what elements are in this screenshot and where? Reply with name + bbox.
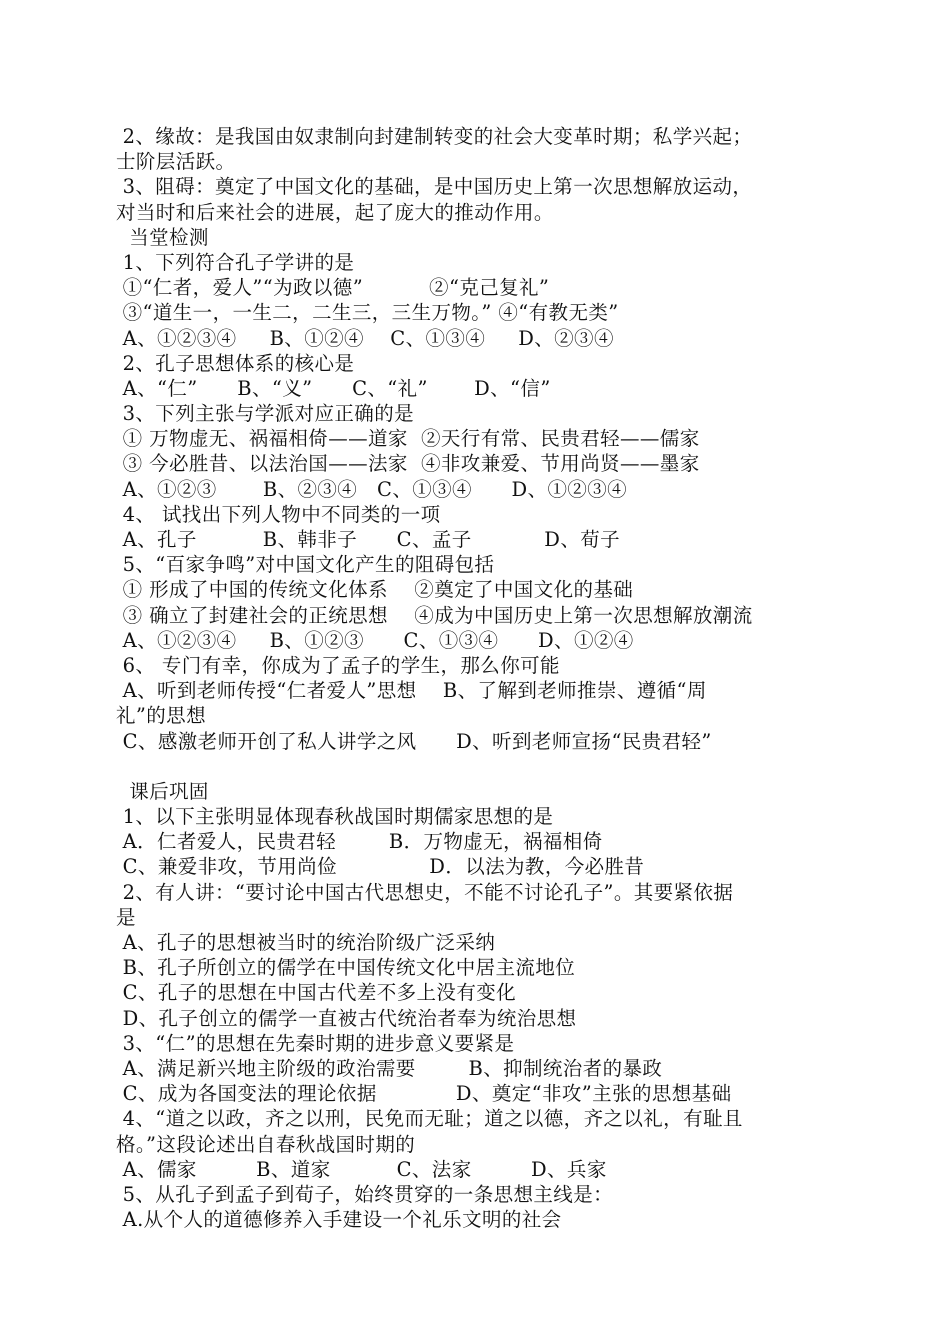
question-stem: 是 xyxy=(116,905,136,929)
answer-options: A、满足新兴地主阶级的政治需要 B、抑制统治者的暴政 xyxy=(116,1056,663,1080)
document-page xyxy=(116,124,836,1232)
text-line: 对当时和后来社会的进展，起了庞大的推动作用。 xyxy=(116,200,554,224)
question-stem: 1、以下主张明显体现春秋战国时期儒家思想的是 xyxy=(116,805,554,829)
answer-option: C、孔子的思想在中国古代差不多上没有变化 xyxy=(116,981,517,1005)
blank-line xyxy=(116,754,836,779)
question-statement: ①“仁者，爱人”“为政以德” ②“克己复礼” xyxy=(116,276,550,300)
answer-options: A、①②③④ B、①②③ C、①③④ D、①②④ xyxy=(116,628,634,652)
answer-option: A.从个人的道德修养入手建设一个礼乐文明的社会 xyxy=(116,1208,562,1232)
answer-options: A、“仁” B、“义” C、“礼” D、“信” xyxy=(116,376,551,400)
question-stem: 2、有人讲：“要讨论中国古代思想史，不能不讨论孔子”。其要紧依据 xyxy=(116,880,734,904)
text-line: 3、阻碍：奠定了中国文化的基础，是中国历史上第一次思想解放运动， xyxy=(116,175,753,199)
question-stem: 3、“仁”的思想在先秦时期的进步意义要紧是 xyxy=(116,1031,515,1055)
answer-options: A、①②③④ B、①②④ C、①③④ D、②③④ xyxy=(116,326,614,350)
answer-option: B、孔子所创立的儒学在中国传统文化中居主流地位 xyxy=(116,956,576,980)
answer-options: A、听到老师传授“仁者爱人”思想 B、了解到老师推崇、遵循“周 xyxy=(116,679,707,703)
answer-options: A、儒家 B、道家 C、法家 D、兵家 xyxy=(116,1157,607,1181)
answer-options: C、感激老师开创了私人讲学之风 D、听到老师宣扬“民贵君轻” xyxy=(116,729,712,753)
question-stem: 1、下列符合孔子学讲的是 xyxy=(116,250,355,274)
answer-options: A、①②③ B、②③④ C、①③④ D、①②③④ xyxy=(116,477,628,501)
question-statement: ③ 确立了封建社会的正统思想 ④成为中国历史上第一次思想解放潮流 xyxy=(116,603,753,627)
question-statement: ① 万物虚无、祸福相倚——道家 ②天行有常、民贵君轻——儒家 xyxy=(116,427,700,451)
section-heading: 当堂检测 xyxy=(116,225,209,249)
question-stem: 2、孔子思想体系的核心是 xyxy=(116,351,355,375)
answer-options: C、成为各国变法的理论依据 D、奠定“非攻”主张的思想基础 xyxy=(116,1082,732,1106)
text-line: 2、缘故：是我国由奴隶制向封建制转变的社会大变革时期；私学兴起； xyxy=(116,125,753,148)
answer-option: D、孔子创立的儒学一直被古代统治者奉为统治思想 xyxy=(116,1006,577,1030)
question-statement: ③“道生一，一生二，二生三，三生万物。” ④“有教无类” xyxy=(116,301,619,325)
question-stem: 5、从孔子到孟子到荀子，始终贯穿的一条思想主线是： xyxy=(116,1182,614,1206)
question-statement: ③ 今必胜昔、以法治国——法家 ④非攻兼爱、节用尚贤——墨家 xyxy=(116,452,700,476)
answer-options: C、兼爱非攻，节用尚俭 D．以法为教，今必胜昔 xyxy=(116,855,645,879)
question-statement: ① 形成了中国的传统文化体系 ②奠定了中国文化的基础 xyxy=(116,578,634,602)
question-stem: 4、“道之以政，齐之以刑，民免而无耻；道之以德，齐之以礼，有耻且 xyxy=(116,1107,743,1131)
answer-option: A、孔子的思想被当时的统治阶级广泛采纳 xyxy=(116,931,496,954)
question-stem: 6、 专门有幸，你成为了孟子的学生，那么你可能 xyxy=(116,653,560,677)
question-stem: 4、 试找出下列人物中不同类的一项 xyxy=(116,502,441,526)
question-stem: 3、下列主张与学派对应正确的是 xyxy=(116,402,415,426)
section-heading: 课后巩固 xyxy=(116,779,209,803)
question-stem: 格。”这段论述出自春秋战国时期的 xyxy=(116,1132,416,1156)
answer-options: A．仁者爱人，民贵君轻 B．万物虚无，祸福相倚 xyxy=(116,830,603,854)
question-stem: 5、“百家争鸣”对中国文化产生的阻碍包括 xyxy=(116,553,495,577)
answer-options: 礼”的思想 xyxy=(116,704,206,728)
answer-options: A、孔子 B、韩非子 C、孟子 D、荀子 xyxy=(116,528,621,551)
text-line: 士阶层活跃。 xyxy=(116,150,236,174)
